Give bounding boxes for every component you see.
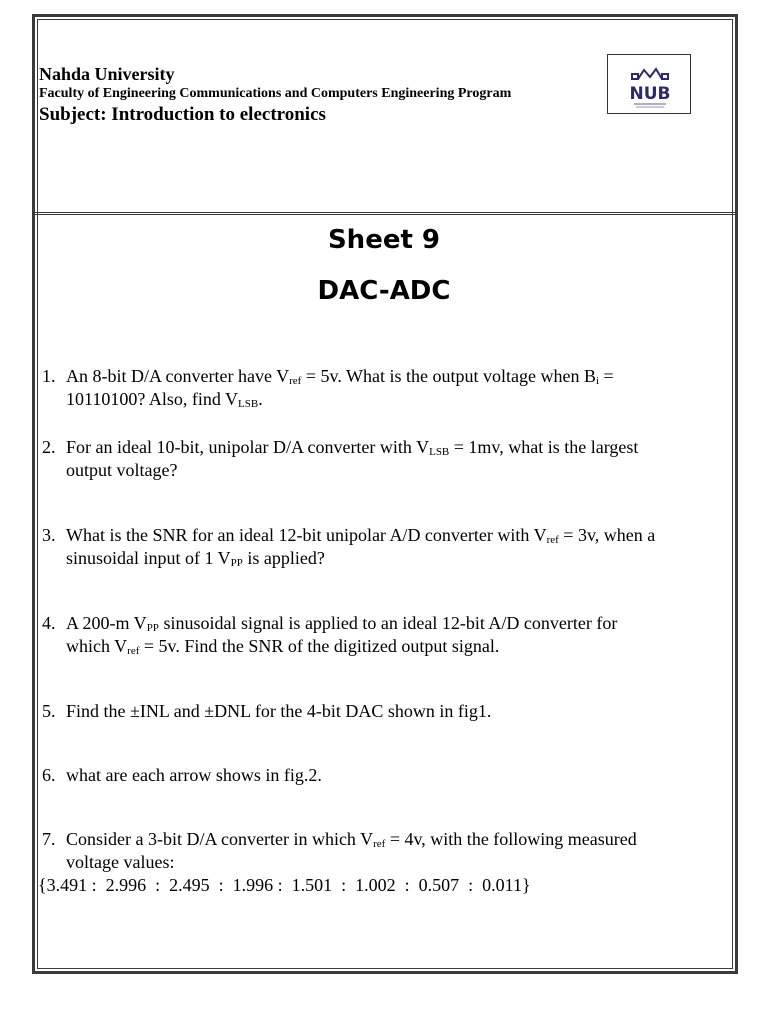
question-line: output voltage? bbox=[66, 460, 178, 480]
subscript: i bbox=[595, 375, 600, 387]
question-text bbox=[66, 365, 730, 411]
question-line: A 200-m $V_{PP}$ sinusoidal signal is applied to an ideal 12-bit A/D converter for bbox=[66, 613, 618, 634]
question-line: what are each arrow shows in fig.2. bbox=[66, 765, 322, 785]
measured-values: {3.491 : 2.996 : 2.495 : 1.996 : 1.501 : 1.002 : 0.507 : 0.011} bbox=[38, 875, 531, 895]
faculty-name: Faculty of Engineering Communications and Computers Engineering Program bbox=[39, 86, 512, 101]
question-number: 3. bbox=[42, 525, 56, 545]
question-number: 5. bbox=[42, 701, 56, 721]
question-text bbox=[66, 764, 730, 787]
header-divider bbox=[32, 212, 738, 215]
question-line: which $V_{ref} = 5v$. Find the SNR of the digitized output signal. bbox=[66, 636, 500, 657]
question-line: For an ideal 10-bit, unipolar D/A converter with $V_{LSB} = 1mv$, what is the largest bbox=[66, 437, 639, 458]
question-line: voltage values: bbox=[66, 852, 175, 872]
question-line: 10110100? Also, find $V_{LSB}$. bbox=[66, 389, 263, 410]
subscript: ref bbox=[373, 838, 386, 850]
subscript: PP bbox=[146, 622, 159, 634]
question-line: Find the ±INL and ±DNL for the 4-bit DAC shown in fig1. bbox=[66, 701, 492, 721]
subscript: ref bbox=[546, 534, 559, 546]
university-name: Nahda University bbox=[39, 64, 175, 84]
question-number: 4. bbox=[42, 613, 56, 633]
sheet-title: Sheet 9 bbox=[327, 225, 441, 255]
question-number: 6. bbox=[42, 765, 56, 785]
question-number: 2. bbox=[42, 437, 56, 457]
question-text bbox=[66, 524, 730, 570]
question-text bbox=[66, 436, 730, 482]
sheet-topic: DAC-ADC bbox=[317, 276, 451, 306]
question-line: What is the SNR for an ideal 12-bit unipolar A/D converter with $V_{ref} = 3v$, when a bbox=[66, 525, 656, 546]
university-logo bbox=[607, 54, 691, 114]
subscript: ref bbox=[289, 375, 302, 387]
question-text bbox=[66, 828, 730, 874]
subscript: ref bbox=[127, 645, 140, 657]
question-number: 7. bbox=[42, 829, 56, 849]
question-number: 1. bbox=[42, 366, 56, 386]
svg-text:NUB: NUB bbox=[629, 84, 671, 104]
question-text bbox=[66, 700, 730, 723]
subscript: LSB bbox=[429, 446, 450, 458]
document-header bbox=[39, 64, 511, 127]
university-building-icon bbox=[608, 55, 692, 115]
question-line: Consider a 3-bit D/A converter in which $V_{ref} = 4v$, with the following measured bbox=[66, 829, 637, 850]
subject-line: Subject: Introduction to electronics bbox=[39, 104, 326, 125]
subscript: LSB bbox=[238, 398, 259, 410]
question-line: An 8-bit D/A converter have $V_{ref} = 5v$. What is the output voltage when $B_i$ = bbox=[66, 366, 614, 387]
question-text bbox=[66, 612, 730, 658]
subscript: PP bbox=[230, 557, 243, 569]
question-line: sinusoidal input of 1 $V_{PP}$ is applied? bbox=[66, 548, 325, 569]
